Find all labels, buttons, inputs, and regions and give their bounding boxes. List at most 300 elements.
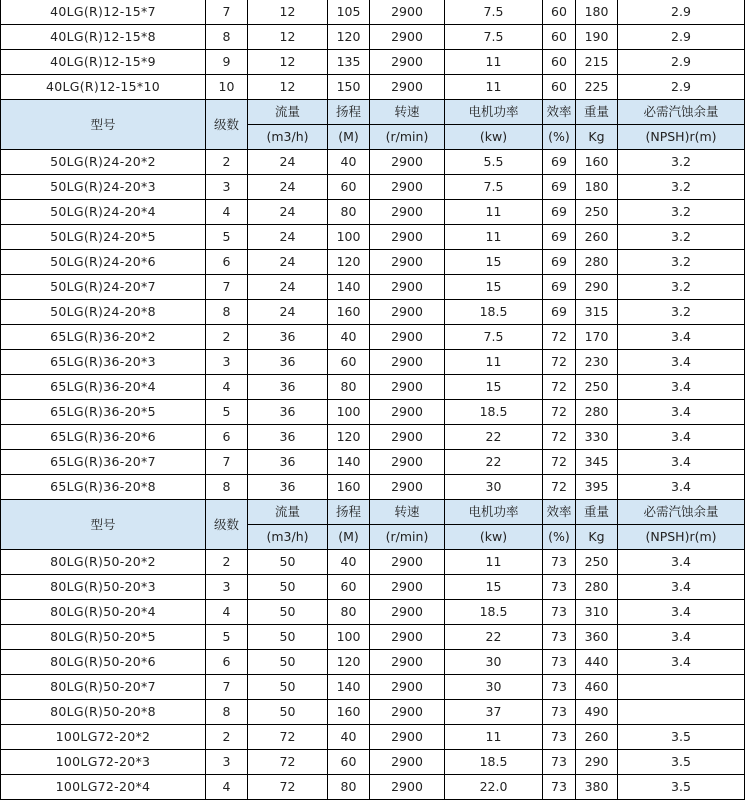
cell-speed: 2900 [370,225,445,250]
cell-speed: 2900 [370,200,445,225]
cell-npsh: 3.2 [618,150,745,175]
cell-efficiency: 69 [543,300,576,325]
cell-weight: 360 [576,625,618,650]
cell-power: 37 [445,700,543,725]
cell-head: 80 [328,200,370,225]
cell-npsh: 3.2 [618,300,745,325]
cell-npsh: 3.4 [618,625,745,650]
cell-head: 40 [328,150,370,175]
cell-power: 11 [445,350,543,375]
cell-efficiency: 73 [543,625,576,650]
table-row [1,600,745,625]
cell-npsh: 3.5 [618,725,745,750]
cell-power: 7.5 [445,0,543,25]
header-row [1,500,745,525]
cell-stages: 7 [206,675,248,700]
cell-npsh: 3.2 [618,250,745,275]
cell-flow: 24 [248,250,328,275]
cell-head: 60 [328,750,370,775]
cell-npsh: 3.4 [618,425,745,450]
cell-efficiency: 69 [543,225,576,250]
cell-npsh: 3.4 [618,375,745,400]
cell-efficiency: 73 [543,575,576,600]
cell-flow: 36 [248,450,328,475]
cell-speed: 2900 [370,725,445,750]
cell-head: 120 [328,25,370,50]
cell-efficiency: 60 [543,50,576,75]
cell-npsh: 3.5 [618,750,745,775]
cell-npsh: 3.4 [618,450,745,475]
cell-model: 40LG(R)12-15*8 [1,25,206,50]
cell-stages: 4 [206,375,248,400]
cell-model: 50LG(R)24-20*4 [1,200,206,225]
cell-head: 105 [328,0,370,25]
cell-stages: 3 [206,350,248,375]
cell-power: 22 [445,625,543,650]
table-row [1,625,745,650]
cell-model: 80LG(R)50-20*8 [1,700,206,725]
header-speed-unit: (r/min) [370,525,445,550]
cell-head: 160 [328,475,370,500]
cell-flow: 72 [248,750,328,775]
table-row [1,50,745,75]
cell-power: 7.5 [445,25,543,50]
cell-flow: 50 [248,600,328,625]
cell-model: 65LG(R)36-20*4 [1,375,206,400]
cell-flow: 50 [248,550,328,575]
cell-speed: 2900 [370,25,445,50]
cell-flow: 12 [248,25,328,50]
cell-power: 15 [445,375,543,400]
cell-efficiency: 73 [543,700,576,725]
cell-npsh [618,675,745,700]
cell-power: 15 [445,575,543,600]
cell-flow: 36 [248,375,328,400]
cell-efficiency: 73 [543,650,576,675]
cell-flow: 50 [248,575,328,600]
cell-stages: 8 [206,700,248,725]
cell-npsh: 3.2 [618,175,745,200]
cell-model: 100LG72-20*3 [1,750,206,775]
cell-model: 65LG(R)36-20*5 [1,400,206,425]
cell-stages: 2 [206,550,248,575]
cell-weight: 215 [576,50,618,75]
cell-speed: 2900 [370,775,445,800]
cell-head: 100 [328,225,370,250]
cell-model: 65LG(R)36-20*6 [1,425,206,450]
cell-model: 65LG(R)36-20*3 [1,350,206,375]
cell-power: 11 [445,50,543,75]
cell-head: 80 [328,600,370,625]
table-row [1,350,745,375]
cell-weight: 260 [576,725,618,750]
cell-efficiency: 72 [543,325,576,350]
cell-model: 80LG(R)50-20*6 [1,650,206,675]
table-row [1,200,745,225]
cell-weight: 395 [576,475,618,500]
cell-head: 40 [328,550,370,575]
cell-stages: 9 [206,50,248,75]
cell-flow: 36 [248,475,328,500]
cell-npsh: 3.4 [618,475,745,500]
cell-efficiency: 60 [543,0,576,25]
cell-head: 60 [328,175,370,200]
cell-model: 50LG(R)24-20*5 [1,225,206,250]
cell-efficiency: 72 [543,450,576,475]
header-power: 电机功率 [445,100,543,125]
cell-speed: 2900 [370,300,445,325]
cell-power: 30 [445,475,543,500]
cell-weight: 190 [576,25,618,50]
cell-power: 11 [445,200,543,225]
header-model: 型号 [1,100,206,150]
header-head-unit: (M) [328,525,370,550]
cell-weight: 250 [576,375,618,400]
header-weight-unit: Kg [576,125,618,150]
cell-model: 80LG(R)50-20*5 [1,625,206,650]
cell-npsh [618,700,745,725]
cell-power: 15 [445,250,543,275]
cell-model: 100LG72-20*4 [1,775,206,800]
table-row [1,175,745,200]
header-flow: 流量 [248,500,328,525]
table-row [1,325,745,350]
cell-flow: 36 [248,425,328,450]
cell-model: 50LG(R)24-20*7 [1,275,206,300]
cell-model: 40LG(R)12-15*10 [1,75,206,100]
header-head: 扬程 [328,500,370,525]
table-row [1,425,745,450]
cell-npsh: 3.4 [618,575,745,600]
table-row [1,575,745,600]
cell-npsh: 3.4 [618,400,745,425]
header-flow: 流量 [248,100,328,125]
header-speed: 转速 [370,500,445,525]
cell-power: 11 [445,225,543,250]
header-power: 电机功率 [445,500,543,525]
header-efficiency-unit: (%) [543,525,576,550]
cell-flow: 50 [248,650,328,675]
header-flow-unit: (m3/h) [248,125,328,150]
cell-weight: 280 [576,575,618,600]
cell-speed: 2900 [370,575,445,600]
table-row [1,675,745,700]
cell-stages: 7 [206,450,248,475]
table-row [1,750,745,775]
cell-weight: 250 [576,550,618,575]
cell-power: 22 [445,425,543,450]
cell-efficiency: 73 [543,600,576,625]
cell-speed: 2900 [370,0,445,25]
header-npsh-unit: (NPSH)r(m) [618,525,745,550]
cell-speed: 2900 [370,50,445,75]
header-flow-unit: (m3/h) [248,525,328,550]
cell-speed: 2900 [370,700,445,725]
cell-npsh: 3.4 [618,600,745,625]
cell-power: 30 [445,650,543,675]
cell-efficiency: 73 [543,675,576,700]
cell-flow: 50 [248,700,328,725]
cell-efficiency: 72 [543,475,576,500]
cell-model: 40LG(R)12-15*9 [1,50,206,75]
cell-stages: 3 [206,175,248,200]
cell-flow: 24 [248,175,328,200]
table-row [1,300,745,325]
header-efficiency: 效率 [543,100,576,125]
cell-power: 5.5 [445,150,543,175]
cell-stages: 7 [206,275,248,300]
cell-head: 140 [328,450,370,475]
cell-weight: 170 [576,325,618,350]
cell-flow: 50 [248,675,328,700]
table-row [1,275,745,300]
cell-power: 11 [445,75,543,100]
cell-efficiency: 72 [543,350,576,375]
cell-flow: 36 [248,350,328,375]
table-row [1,450,745,475]
cell-power: 11 [445,550,543,575]
cell-stages: 8 [206,475,248,500]
header-head-unit: (M) [328,125,370,150]
cell-weight: 260 [576,225,618,250]
cell-weight: 225 [576,75,618,100]
cell-efficiency: 69 [543,200,576,225]
cell-efficiency: 60 [543,25,576,50]
cell-efficiency: 72 [543,400,576,425]
cell-speed: 2900 [370,475,445,500]
cell-efficiency: 72 [543,425,576,450]
cell-stages: 4 [206,200,248,225]
cell-npsh: 3.2 [618,200,745,225]
cell-model: 40LG(R)12-15*7 [1,0,206,25]
header-head: 扬程 [328,100,370,125]
header-npsh: 必需汽蚀余量 [618,100,745,125]
cell-flow: 12 [248,75,328,100]
cell-stages: 6 [206,425,248,450]
cell-model: 80LG(R)50-20*7 [1,675,206,700]
cell-flow: 24 [248,300,328,325]
cell-speed: 2900 [370,400,445,425]
cell-power: 18.5 [445,300,543,325]
cell-stages: 4 [206,600,248,625]
table-row [1,75,745,100]
cell-speed: 2900 [370,275,445,300]
cell-speed: 2900 [370,450,445,475]
cell-model: 50LG(R)24-20*2 [1,150,206,175]
header-model: 型号 [1,500,206,550]
cell-stages: 6 [206,250,248,275]
cell-head: 150 [328,75,370,100]
table-row [1,150,745,175]
cell-weight: 280 [576,250,618,275]
cell-npsh: 2.9 [618,25,745,50]
cell-flow: 50 [248,625,328,650]
cell-head: 160 [328,300,370,325]
table-row [1,650,745,675]
cell-stages: 2 [206,725,248,750]
header-power-unit: (kw) [445,525,543,550]
cell-power: 18.5 [445,750,543,775]
cell-npsh: 3.4 [618,650,745,675]
cell-weight: 230 [576,350,618,375]
cell-speed: 2900 [370,750,445,775]
cell-head: 135 [328,50,370,75]
cell-power: 15 [445,275,543,300]
cell-stages: 6 [206,650,248,675]
header-power-unit: (kw) [445,125,543,150]
cell-npsh: 3.4 [618,350,745,375]
cell-weight: 290 [576,750,618,775]
cell-stages: 5 [206,225,248,250]
cell-efficiency: 69 [543,175,576,200]
cell-model: 100LG72-20*2 [1,725,206,750]
header-row [1,100,745,125]
cell-flow: 24 [248,275,328,300]
cell-head: 120 [328,650,370,675]
cell-stages: 2 [206,325,248,350]
cell-model: 65LG(R)36-20*2 [1,325,206,350]
cell-head: 80 [328,775,370,800]
cell-flow: 36 [248,400,328,425]
cell-speed: 2900 [370,75,445,100]
cell-weight: 490 [576,700,618,725]
cell-head: 140 [328,275,370,300]
cell-stages: 3 [206,575,248,600]
cell-npsh: 2.9 [618,0,745,25]
cell-speed: 2900 [370,650,445,675]
table-row [1,375,745,400]
cell-head: 100 [328,400,370,425]
cell-stages: 8 [206,25,248,50]
cell-stages: 10 [206,75,248,100]
cell-flow: 24 [248,225,328,250]
cell-stages: 8 [206,300,248,325]
cell-head: 140 [328,675,370,700]
cell-model: 50LG(R)24-20*8 [1,300,206,325]
cell-weight: 290 [576,275,618,300]
cell-speed: 2900 [370,625,445,650]
cell-weight: 380 [576,775,618,800]
cell-speed: 2900 [370,350,445,375]
cell-speed: 2900 [370,675,445,700]
cell-weight: 280 [576,400,618,425]
cell-head: 40 [328,725,370,750]
cell-model: 50LG(R)24-20*6 [1,250,206,275]
cell-power: 18.5 [445,600,543,625]
cell-npsh: 3.5 [618,775,745,800]
cell-speed: 2900 [370,325,445,350]
header-efficiency: 效率 [543,500,576,525]
cell-speed: 2900 [370,425,445,450]
cell-stages: 3 [206,750,248,775]
cell-speed: 2900 [370,250,445,275]
header-weight: 重量 [576,500,618,525]
cell-weight: 250 [576,200,618,225]
header-efficiency-unit: (%) [543,125,576,150]
cell-speed: 2900 [370,550,445,575]
cell-flow: 12 [248,50,328,75]
cell-efficiency: 73 [543,725,576,750]
cell-npsh: 3.4 [618,550,745,575]
cell-weight: 345 [576,450,618,475]
cell-flow: 36 [248,325,328,350]
cell-speed: 2900 [370,150,445,175]
cell-model: 80LG(R)50-20*3 [1,575,206,600]
cell-efficiency: 73 [543,750,576,775]
cell-npsh: 2.9 [618,50,745,75]
header-speed-unit: (r/min) [370,125,445,150]
cell-npsh: 3.4 [618,325,745,350]
table-row [1,25,745,50]
cell-head: 160 [328,700,370,725]
cell-model: 65LG(R)36-20*8 [1,475,206,500]
header-npsh-unit: (NPSH)r(m) [618,125,745,150]
cell-speed: 2900 [370,375,445,400]
cell-flow: 24 [248,200,328,225]
cell-flow: 72 [248,775,328,800]
cell-efficiency: 69 [543,250,576,275]
cell-model: 50LG(R)24-20*3 [1,175,206,200]
cell-head: 60 [328,575,370,600]
cell-stages: 4 [206,775,248,800]
header-speed: 转速 [370,100,445,125]
cell-speed: 2900 [370,175,445,200]
header-weight: 重量 [576,100,618,125]
cell-efficiency: 69 [543,150,576,175]
cell-speed: 2900 [370,600,445,625]
cell-head: 80 [328,375,370,400]
cell-weight: 310 [576,600,618,625]
cell-stages: 7 [206,0,248,25]
cell-npsh: 2.9 [618,75,745,100]
cell-efficiency: 73 [543,550,576,575]
table-row [1,225,745,250]
table-row [1,475,745,500]
header-stages: 级数 [206,100,248,150]
cell-power: 7.5 [445,175,543,200]
cell-flow: 12 [248,0,328,25]
table-row [1,725,745,750]
cell-power: 30 [445,675,543,700]
cell-stages: 5 [206,400,248,425]
cell-head: 60 [328,350,370,375]
cell-efficiency: 69 [543,275,576,300]
cell-weight: 315 [576,300,618,325]
table-row [1,0,745,25]
table-row [1,250,745,275]
cell-efficiency: 60 [543,75,576,100]
cell-weight: 180 [576,175,618,200]
cell-flow: 72 [248,725,328,750]
cell-weight: 330 [576,425,618,450]
cell-head: 120 [328,425,370,450]
cell-npsh: 3.2 [618,275,745,300]
cell-power: 11 [445,725,543,750]
cell-flow: 24 [248,150,328,175]
cell-power: 18.5 [445,400,543,425]
cell-weight: 460 [576,675,618,700]
cell-stages: 2 [206,150,248,175]
cell-weight: 440 [576,650,618,675]
cell-efficiency: 72 [543,375,576,400]
table-row [1,400,745,425]
cell-power: 7.5 [445,325,543,350]
cell-model: 80LG(R)50-20*2 [1,550,206,575]
header-npsh: 必需汽蚀余量 [618,500,745,525]
cell-head: 100 [328,625,370,650]
cell-model: 65LG(R)36-20*7 [1,450,206,475]
header-weight-unit: Kg [576,525,618,550]
